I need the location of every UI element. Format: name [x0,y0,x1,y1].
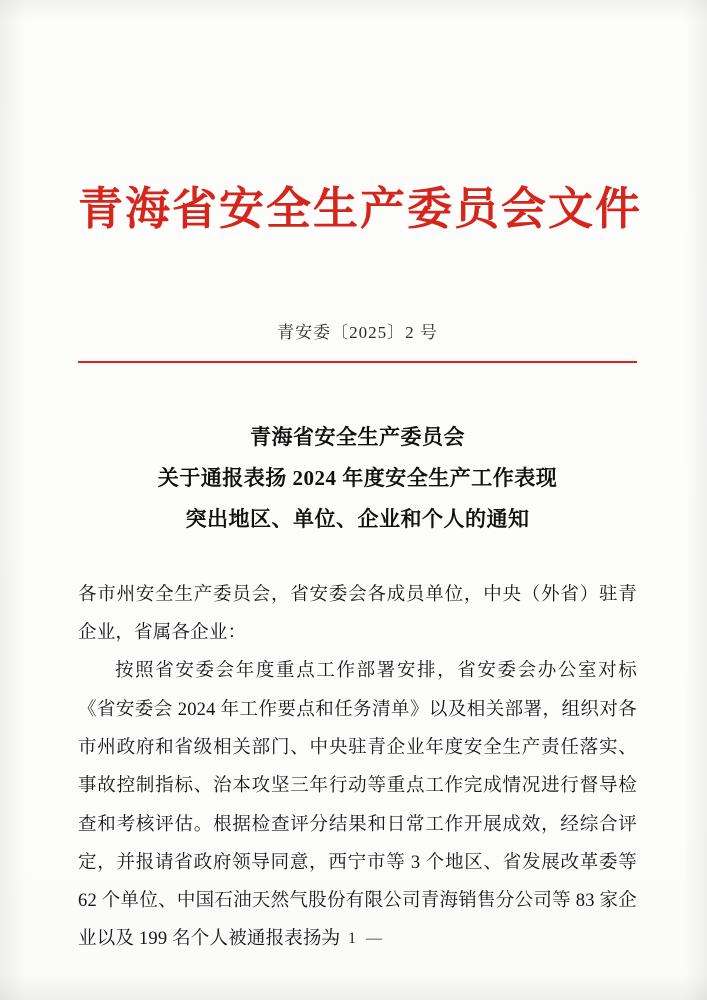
title-line-2: 关于通报表扬 2024 年度安全生产工作表现 [157,465,558,490]
body-paragraph-salutation: 各市州安全生产委员会，省安委会各成员单位，中央（外省）驻青企业，省属各企业： [78,584,637,644]
document-masthead: 青海省安全生产委员会文件 [78,184,643,234]
document-title [78,417,637,540]
title-line-3: 突出地区、单位、企业和个人的通知 [185,506,530,531]
title-line-1: 青海省安全生产委员会 [250,425,465,449]
red-divider-line [78,361,637,363]
page-number: — 1 — [322,930,385,947]
body-paragraph-main: 按照省安委会年度重点工作部署安排，省安委会办公室对标《省安委会 2024 年工作要点和任务清单》以及相关部署，组织对各市州政府和省级相关部门、中央驻青企业年度安全生产责任落实、事故控制指标、治本攻坚三年行动等重点工作完成情况进行督导检查和考核评估。根据检查评分结果和日常工作开展成效，经综合评定，并报请省政府领导同意，西宁市等 3 个地区、省发展改革委等 62 个单位、中国石油天然气股份有限公司青海销售分公司等 83 家企业以及 199 名个人被通报表扬为 [78,661,637,950]
document-number: 青安委〔2025〕2 号 [277,323,438,342]
document-body [78,576,637,959]
document-content [78,0,643,1000]
